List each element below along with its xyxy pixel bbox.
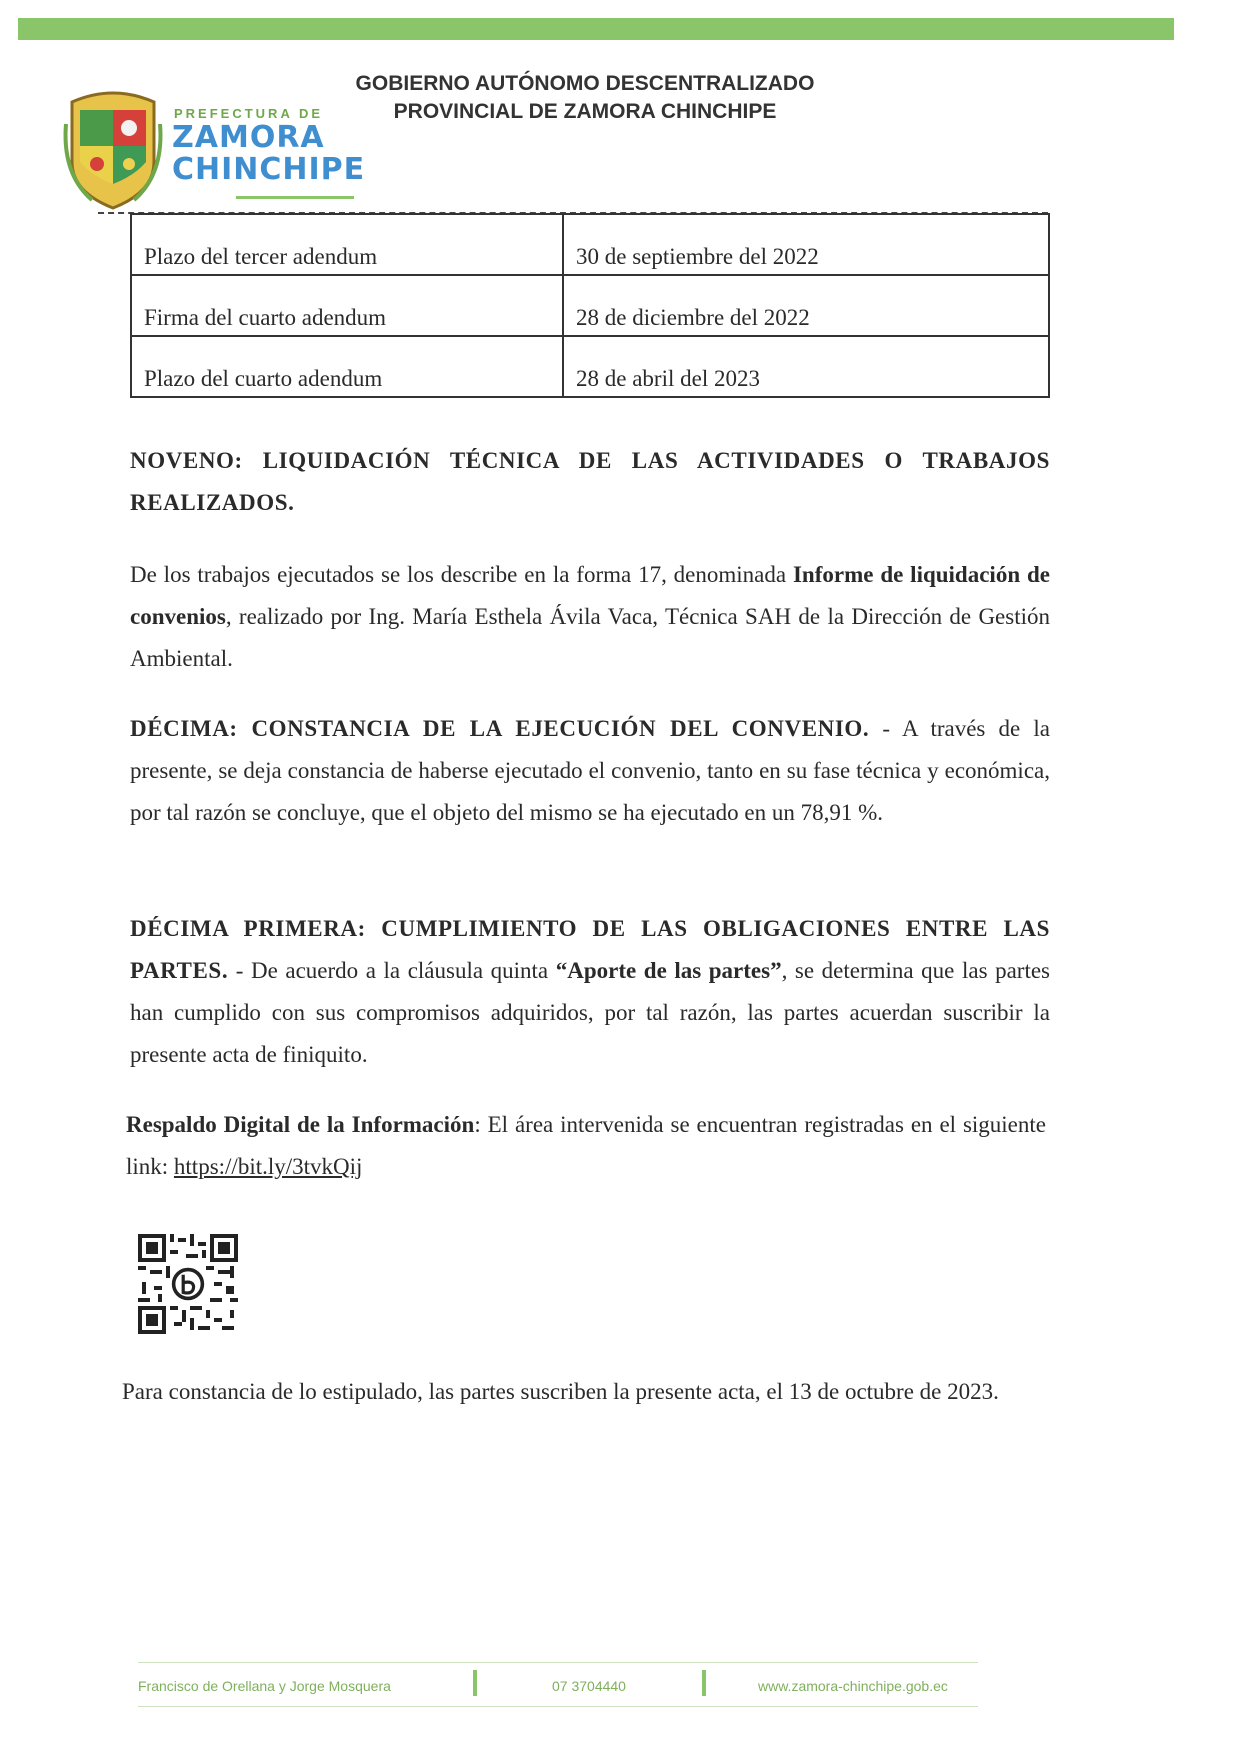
footer-separator	[702, 1670, 706, 1696]
logo-word-chinchipe: CHINCHIPE	[172, 152, 366, 187]
decima-primera-text-a: - De acuerdo a la cláusula quinta	[228, 958, 556, 983]
respaldo-text: : El área intervenida se encuentran registradas en el siguiente link:	[126, 1112, 1046, 1179]
table-row	[131, 336, 1049, 397]
decima-primera-text-bold: “Aporte de las partes”	[555, 958, 782, 983]
respaldo-paragraph	[126, 1104, 1046, 1188]
table-cell-value: 28 de abril del 2023	[563, 336, 1049, 397]
decima-primera-text-b: , se determina que las partes han cumplido con sus compromisos adquiridos, por tal razón, las partes acuerdan suscribir la presente acta de finiquito.	[130, 958, 1051, 1067]
noveno-text-bold: Informe de liquidación de convenios	[130, 562, 1050, 629]
top-green-bar	[18, 18, 1174, 40]
logo-word-zamora: ZAMORA	[172, 120, 325, 155]
logo-prefix: PREFECTURA DE	[174, 106, 324, 121]
decima-primera-paragraph	[130, 908, 1050, 1076]
footer-bottom-line	[138, 1706, 978, 1707]
table-cell-label: Plazo del tercer adendum	[131, 214, 563, 275]
footer-website[interactable]: www.zamora-chinchipe.gob.ec	[758, 1678, 948, 1694]
table-cell-value: 28 de diciembre del 2022	[563, 275, 1049, 336]
dates-table	[130, 213, 1050, 398]
respaldo-label: Respaldo Digital de la Información	[126, 1112, 475, 1137]
decima-text: - A través de la presente, se deja constancia de haberse ejecutado el convenio, tanto en su fase técnica y económica, por tal razón se concluye, que el objeto del mismo se ha ejecutado en un 78,91 %.	[130, 716, 1050, 825]
logo-underline	[236, 196, 354, 199]
org-title-line2: PROVINCIAL DE ZAMORA CHINCHIPE	[393, 100, 777, 123]
decima-heading: DÉCIMA: CONSTANCIA DE LA EJECUCIÓN DEL CONVENIO.	[130, 716, 870, 741]
table-row	[131, 275, 1049, 336]
noveno-text-a: De los trabajos ejecutados se los describe en la forma 17, denominada	[130, 562, 793, 587]
noveno-text-b: , realizado por Ing. María Esthela Ávila Vaca, Técnica SAH de la Dirección de Gestión Ambiental.	[130, 604, 1050, 671]
table-cell-label: Plazo del cuarto adendum	[131, 336, 563, 397]
coat-of-arms-icon	[62, 84, 164, 212]
noveno-heading: NOVENO: LIQUIDACIÓN TÉCNICA DE LAS ACTIVIDADES O TRABAJOS REALIZADOS.	[130, 448, 1050, 515]
decima-paragraph	[130, 708, 1050, 834]
noveno-paragraph	[130, 554, 1050, 680]
closing-paragraph: Para constancia de lo estipulado, las partes suscriben la presente acta, el 13 de octubre de 2023.	[122, 1379, 999, 1404]
org-title-line1: GOBIERNO AUTÓNOMO DESCENTRALIZADO	[355, 72, 815, 95]
table-cell-label: Firma del cuarto adendum	[131, 275, 563, 336]
table-row	[131, 214, 1049, 275]
footer-separator	[473, 1670, 477, 1696]
table-cell-value: 30 de septiembre del 2022	[563, 214, 1049, 275]
respaldo-link[interactable]: https://bit.ly/3tvkQij	[173, 1154, 363, 1179]
footer-phone: 07 3704440	[552, 1678, 626, 1694]
footer-top-line	[138, 1662, 978, 1663]
org-title	[300, 70, 870, 126]
qr-code-icon[interactable]	[138, 1234, 238, 1334]
decima-primera-heading: DÉCIMA PRIMERA: CUMPLIMIENTO DE LAS OBLIGACIONES ENTRE LAS PARTES.	[130, 916, 1050, 983]
footer-address: Francisco de Orellana y Jorge Mosquera	[138, 1678, 391, 1694]
